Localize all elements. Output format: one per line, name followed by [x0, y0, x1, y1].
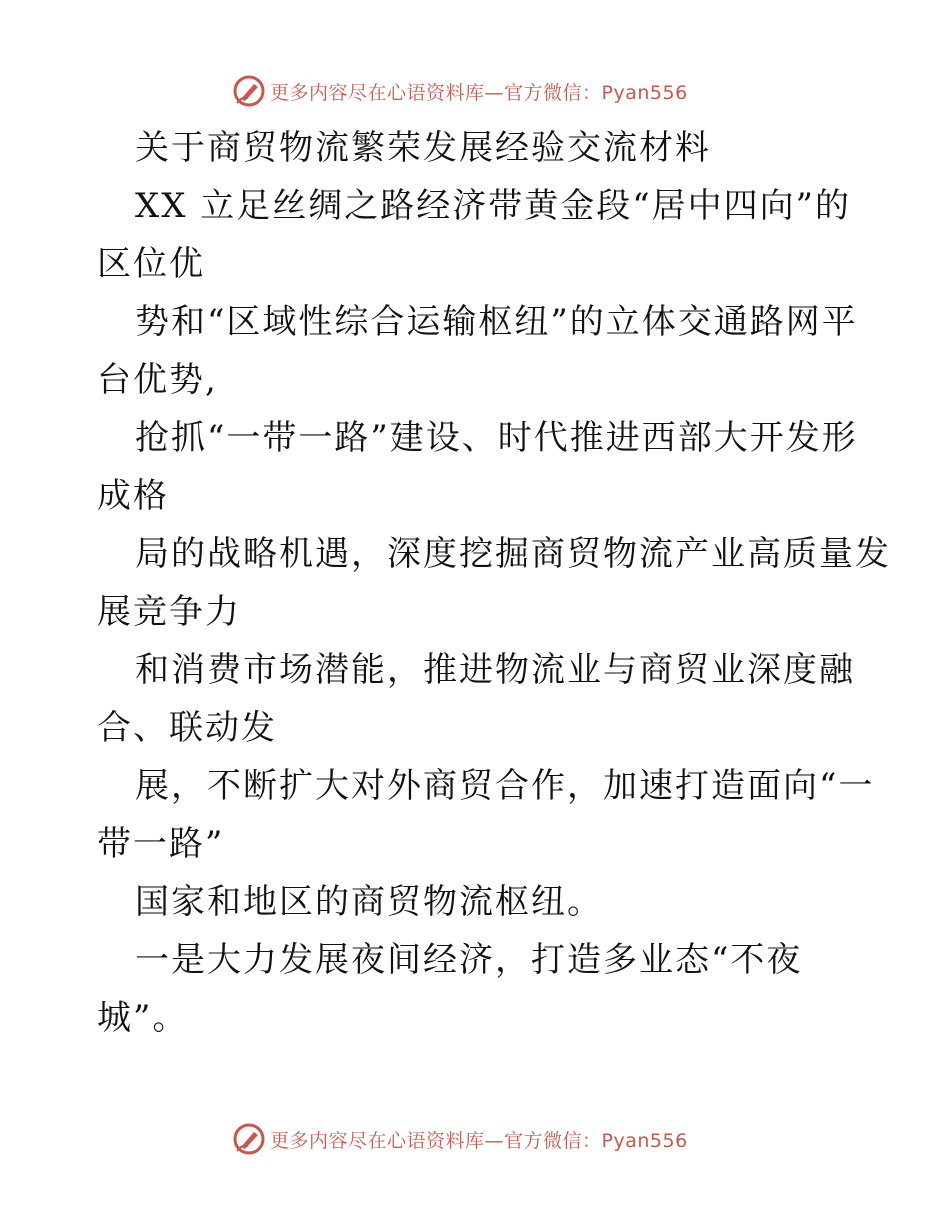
paragraph-line: 国家和地区的商贸物流枢纽。: [135, 882, 603, 922]
document-title: 关于商贸物流繁荣发展经验交流材料: [135, 128, 711, 168]
watermark-text: 更多内容尽在心语资料库—官方微信：Pyan556: [270, 81, 688, 104]
paragraph-line: 成格: [97, 476, 169, 516]
paragraph-line: 合、联动发: [97, 708, 277, 748]
footer-watermark-banner: [0, 1118, 950, 1158]
paragraph-line: 区位优: [97, 244, 205, 284]
paragraph-line: 展竞争力: [97, 592, 241, 632]
paragraph-line: 和消费市场潜能，推进物流业与商贸业深度融: [135, 650, 855, 690]
paragraph-line: 局的战略机遇，深度挖掘商贸物流产业高质量发: [135, 534, 891, 574]
paragraph-line: 展，不断扩大对外商贸合作，加速打造面向“一: [135, 766, 875, 806]
watermark-text: 更多内容尽在心语资料库—官方微信：Pyan556: [270, 1129, 688, 1152]
pen-logo-icon: [232, 74, 266, 108]
paragraph-line: 带一路”: [97, 824, 225, 864]
header-watermark-banner: [0, 70, 950, 110]
paragraph-line: 势和“区域性综合运输枢纽”的立体交通路网平: [135, 302, 858, 342]
paragraph-line: XX 立足丝绸之路经济带黄金段“居中四向”的: [135, 186, 851, 226]
paragraph-line: 一是大力发展夜间经济，打造多业态“不夜: [135, 940, 803, 980]
paragraph-line: 台优势,: [97, 360, 218, 400]
paragraph-line: 城”。: [97, 998, 189, 1038]
pen-logo-icon: [232, 1122, 266, 1156]
paragraph-line: 抢抓“一带一路”建设、时代推进西部大开发形: [135, 418, 858, 458]
